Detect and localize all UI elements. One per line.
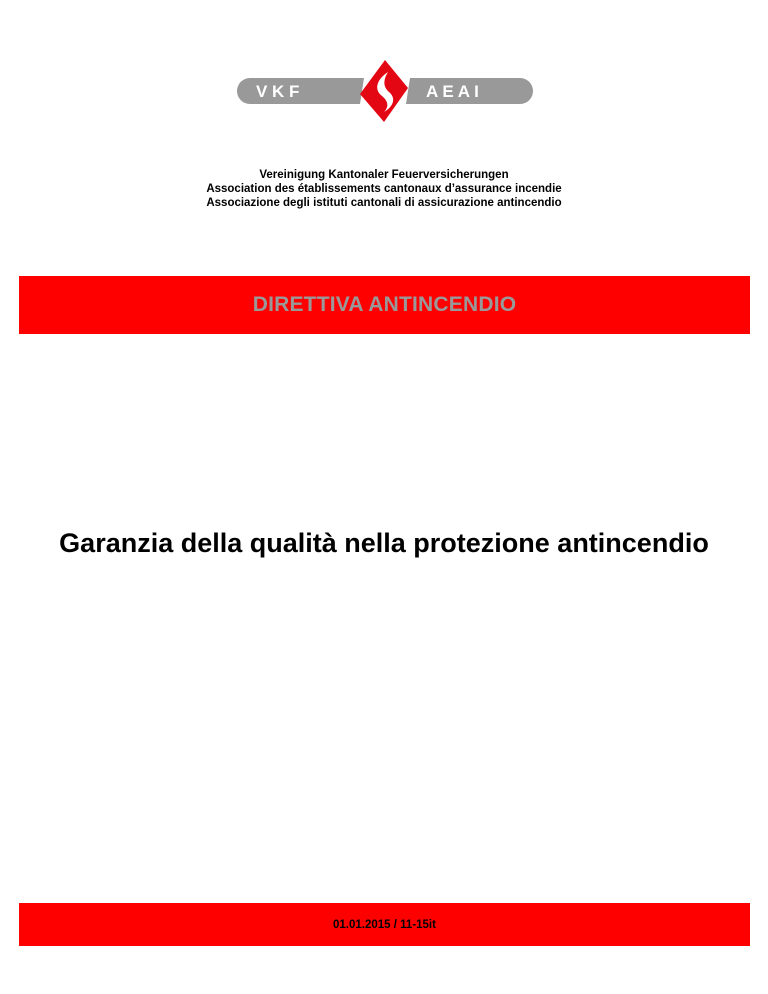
footer-banner [19,903,750,946]
logo-right-text: A E A I [426,82,479,101]
org-name-french: Association des établissements cantonaux d’assurance incendie [206,183,562,195]
directive-banner [19,276,750,334]
document-title: Garanzia della qualità nella protezione antincendio [59,528,709,558]
vkf-aeai-logo [236,58,534,124]
org-name-german: Vereinigung Kantonaler Feuerversicherungen [259,169,509,181]
logo-left-text: V K F [256,82,300,101]
directive-title: DIRETTIVA ANTINCENDIO [252,293,517,316]
organization-names [0,168,768,210]
org-name-italian: Associazione degli istituti cantonali di assicurazione antincendio [206,197,562,209]
footer-date-reference: 01.01.2015 / 11-15it [333,918,436,931]
